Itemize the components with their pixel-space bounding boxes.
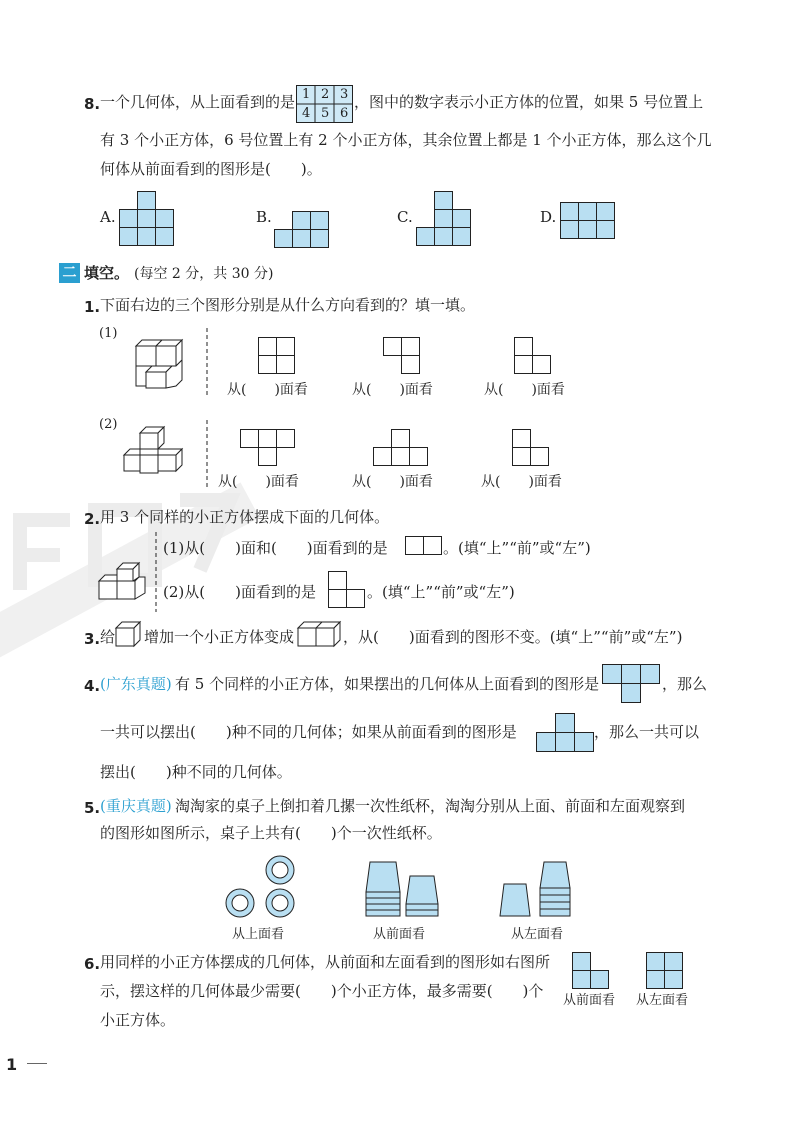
q4-line2-b: ，那么一共可以: [594, 723, 700, 741]
dashed-divider-2: [205, 420, 209, 490]
q2-sub2-a: (2)从( )面看到的是: [163, 583, 316, 601]
dashed-divider-1: [205, 328, 209, 398]
q1-view-1-1: [258, 337, 298, 377]
q1-blank-2-1: 从( )面看: [218, 474, 299, 490]
q1-blank-1-3: 从( )面看: [484, 382, 565, 398]
q2-text: 用 3 个同样的小正方体摆成下面的几何体。: [100, 508, 390, 526]
q6-left-view: [646, 952, 686, 992]
option-c-label: C.: [397, 208, 413, 226]
q6-line1: 用同样的小正方体摆成的几何体，从前面和左面看到的图形如右图所: [100, 953, 551, 971]
q6-line2: 示，摆这样的几何体最少需要( )个小正方体，最多需要( )个: [100, 982, 544, 1000]
q5-tag: (重庆真题): [100, 797, 172, 815]
q4-front-view-figure: [536, 713, 596, 753]
q5-caption-front: 从前面看: [373, 927, 426, 942]
q8-line2: 有 3 个小正方体，6 号位置上有 2 个小正方体，其余位置上都是 1 个小正方体，那么这个几: [100, 131, 712, 149]
q2-sub2-b: 。(填“上”“前”或“左”): [367, 583, 515, 601]
q3-number: 3.: [84, 630, 101, 648]
q6-front-view: [572, 952, 612, 992]
q2-sub1-figure: [405, 536, 443, 556]
q6-line3: 小正方体。: [100, 1011, 176, 1029]
q3-cube-1: [116, 622, 144, 650]
q3-text-c: ，从( )面看到的图形不变。(填“上”“前”或“左”): [343, 628, 683, 646]
q5-line1: 淘淘家的桌子上倒扣着几摞一次性纸杯，淘淘分别从上面、前面和左面观察到: [175, 797, 686, 815]
q8-line1-b: ，图中的数字表示小正方体的位置，如果 5 号位置上: [354, 93, 704, 111]
option-b-label: B.: [256, 208, 272, 226]
section-title: 填空。: [84, 264, 130, 282]
q1-part2-label: (2): [99, 417, 118, 432]
option-d-figure: [560, 202, 616, 240]
q4-line1-a: 有 5 个同样的小正方体，如果摆出的几何体从上面看到的图形是: [175, 675, 600, 693]
q8-number: 8.: [84, 95, 101, 113]
q1-view-1-2: [383, 337, 423, 377]
q1-blank-1-1: 从( )面看: [227, 382, 308, 398]
q5-caption-left: 从左面看: [511, 927, 564, 942]
q8-line3: 何体从前面看到的图形是( )。: [100, 160, 322, 178]
q6-caption-front: 从前面看: [563, 993, 616, 1008]
q3-text-b: 增加一个小正方体变成: [144, 628, 295, 646]
option-b-figure: [274, 211, 330, 249]
q1-view-2-3: [512, 429, 552, 469]
q5-left-view: [498, 862, 574, 918]
grid-number-5: 5: [321, 106, 330, 121]
q5-line2: 的图形如图所示，桌子上共有( )个一次性纸杯。: [100, 824, 442, 842]
option-c-figure: [416, 191, 472, 247]
q6-caption-left: 从左面看: [636, 993, 689, 1008]
grid-number-1: 1: [302, 87, 311, 102]
q1-blank-1-2: 从( )面看: [352, 382, 433, 398]
q5-caption-top: 从上面看: [232, 927, 285, 942]
q4-line2-a: 一共可以摆出( )种不同的几何体；如果从前面看到的图形是: [100, 723, 517, 741]
q5-top-view: [225, 855, 301, 921]
section-note: (每空 2 分，共 30 分): [134, 266, 274, 282]
q5-front-view: [364, 862, 444, 918]
q2-sub1-b: 。(填“上”“前”或“左”): [443, 539, 591, 557]
option-a-label: A.: [100, 208, 116, 226]
q1-part1-label: (1): [99, 326, 118, 341]
grid-number-6: 6: [340, 106, 349, 121]
q1-number: 1.: [84, 298, 101, 316]
q6-number: 6.: [84, 955, 101, 973]
q1-view-2-1: [240, 429, 298, 469]
q1-blank-2-3: 从( )面看: [481, 474, 562, 490]
grid-number-3: 3: [340, 87, 349, 102]
q1-part2-solid: [124, 427, 186, 477]
q1-text: 下面右边的三个图形分别是从什么方向看到的？填一填。: [100, 296, 476, 314]
q2-sub2-figure: [328, 571, 368, 611]
q2-number: 2.: [84, 510, 101, 528]
option-d-label: D.: [540, 208, 557, 226]
q4-line3: 摆出( )种不同的几何体。: [100, 763, 292, 781]
q2-dashed-divider: [154, 532, 158, 612]
q1-blank-2-2: 从( )面看: [352, 474, 433, 490]
page-number: 1: [6, 1055, 18, 1074]
q3-text-a: 给: [100, 628, 116, 646]
q1-view-1-3: [514, 337, 554, 377]
grid-number-4: 4: [302, 106, 311, 121]
q3-cube-2: [298, 622, 346, 650]
q2-solid: [99, 563, 149, 601]
q1-view-2-2: [373, 429, 431, 469]
q2-sub1-a: (1)从( )面和( )面看到的是: [163, 539, 388, 557]
q8-line1-a: 一个几何体，从上面看到的是: [100, 93, 296, 111]
section-badge-text: 二: [62, 265, 77, 281]
q1-part1-solid: [134, 340, 186, 390]
footer-rule: [27, 1063, 47, 1064]
q4-tag: (广东真题): [100, 675, 172, 693]
section-badge: [59, 263, 80, 283]
q4-line1-b: ，那么: [662, 675, 708, 693]
grid-number-2: 2: [321, 87, 330, 102]
q4-top-view-figure: [602, 664, 662, 704]
q4-number: 4.: [84, 677, 101, 695]
option-a-figure: [119, 191, 175, 247]
q5-number: 5.: [84, 799, 101, 817]
